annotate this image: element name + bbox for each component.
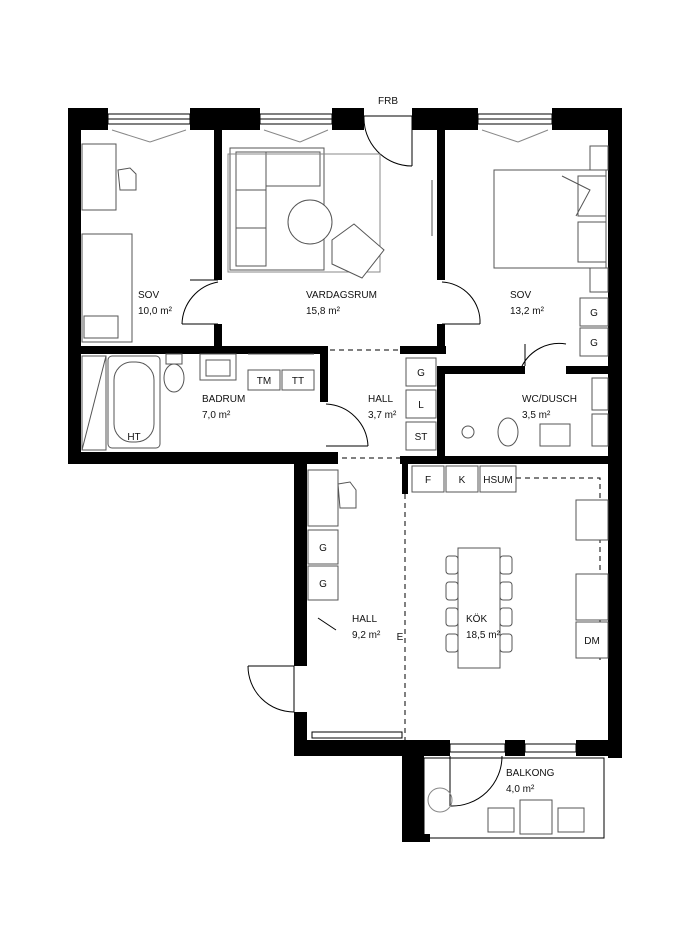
fixture-f: F (424, 475, 432, 486)
room-area-kok: 18,5 m² (466, 630, 500, 641)
fixture-g-sov-2: G (590, 338, 598, 349)
fixture-tt: TT (291, 376, 305, 387)
fixture-e: E (396, 632, 404, 643)
furniture (82, 144, 608, 838)
room-area-hall-upper: 3,7 m² (368, 410, 397, 421)
room-name-vardagsrum: VARDAGSRUM (306, 290, 377, 301)
room-name-sov-right: SOV (510, 290, 532, 301)
room-name-wc-dusch: WC/DUSCH (522, 394, 577, 405)
fixture-l-hall: L (418, 400, 424, 411)
fixture-k: K (458, 475, 466, 486)
fixture-tm: TM (256, 376, 272, 387)
room-name-badrum: BADRUM (202, 394, 246, 405)
room-area-hall-lower: 9,2 m² (352, 630, 381, 641)
fixture-dm: DM (584, 636, 600, 647)
room-area-sov-left: 10,0 m² (138, 306, 172, 317)
room-area-badrum: 7,0 m² (202, 410, 231, 421)
fixture-g-sov-1: G (590, 308, 598, 319)
room-name-sov-left: SOV (138, 290, 160, 301)
room-name-hall-lower: HALL (352, 614, 378, 625)
room-area-wc-dusch: 3,5 m² (522, 410, 551, 421)
entrance-label: FRB (378, 96, 398, 107)
room-name-kok: KÖK (466, 614, 488, 625)
room-name-hall-upper: HALL (368, 394, 394, 405)
room-area-balkong: 4,0 m² (506, 784, 535, 795)
fixture-g-hall-lower-2: G (319, 579, 327, 590)
fixture-g-hall-lower-1: G (319, 543, 327, 554)
room-area-sov-right: 13,2 m² (510, 306, 544, 317)
room-area-vardagsrum: 15,8 m² (306, 306, 340, 317)
fixture-st-hall: ST (414, 432, 428, 443)
fixture-ht: HT (127, 432, 141, 443)
fixture-g-hall: G (417, 368, 425, 379)
fixture-hsum: HSUM (483, 475, 513, 486)
room-name-balkong: BALKONG (506, 768, 555, 779)
